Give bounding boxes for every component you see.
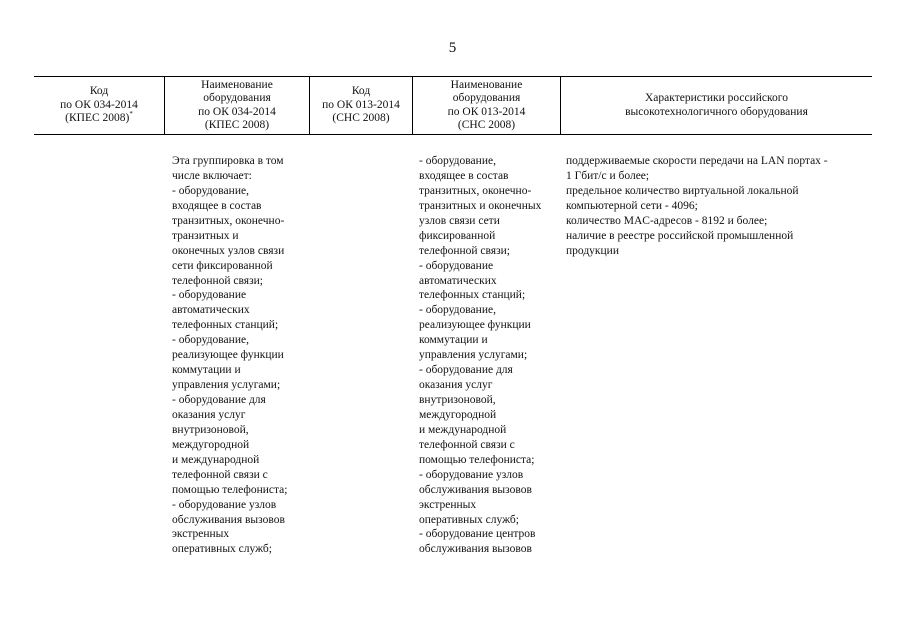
- text-line: входящее в состав: [419, 169, 509, 182]
- text-line: оказания услуг: [172, 408, 246, 421]
- text-line: телефонной связи с: [419, 438, 515, 451]
- text-line: - оборудование для: [172, 394, 266, 406]
- text-line: количество MAC-адресов - 8192 и более;: [566, 214, 768, 227]
- text-line: - оборудование,: [172, 184, 249, 197]
- text-line: наличие в реестре российской промышленной: [566, 229, 794, 242]
- text-line: внутризоновой,: [419, 394, 496, 406]
- text-line: Эта группировка в том: [172, 155, 284, 167]
- text-line: продукции: [566, 244, 619, 257]
- text-line: обслуживания вызовов: [419, 543, 532, 556]
- text-line: обслуживания вызовов: [172, 513, 285, 526]
- text-line: - оборудование узлов: [172, 498, 277, 511]
- text-line: оперативных служб;: [419, 513, 519, 526]
- text-line: транзитных и: [172, 229, 239, 242]
- text-line: телефонных станций;: [419, 289, 526, 302]
- text-line: внутризоновой,: [172, 423, 249, 436]
- text-line: реализующее функции: [172, 349, 284, 362]
- footnote-marker: *: [129, 110, 133, 119]
- text-line: транзитных, оконечно-: [419, 184, 532, 197]
- text-line: оконечных узлов связи: [172, 244, 285, 257]
- text-line: и международной: [172, 453, 260, 466]
- text-line: коммутации и: [419, 334, 488, 347]
- cell-characteristics: [566, 154, 828, 259]
- text-line: - оборудование,: [419, 155, 496, 167]
- text-line: коммутации и: [172, 364, 241, 377]
- cell-name-okof: [419, 154, 541, 557]
- text-line: телефонной связи;: [172, 274, 263, 287]
- text-line: - оборудование,: [419, 304, 496, 317]
- text-line: - оборудование: [419, 259, 494, 272]
- header-name-okof-text: Наименование оборудования по ОК 013-2014 (СНС 2008): [447, 78, 526, 131]
- text-line: компьютерной сети - 4096;: [566, 199, 698, 212]
- text-line: междугородной: [172, 438, 250, 451]
- text-line: узлов связи сети: [419, 214, 500, 227]
- text-line: входящее в состав: [172, 199, 262, 212]
- text-line: телефонной связи;: [419, 244, 510, 257]
- header-code-okof: [310, 77, 412, 134]
- text-line: реализующее функции: [419, 319, 531, 332]
- text-line: экстренных: [419, 498, 477, 511]
- text-line: помощью телефониста;: [419, 453, 535, 466]
- header-code-okpd2: [34, 77, 164, 134]
- text-line: обслуживания вызовов: [419, 483, 532, 496]
- text-line: транзитных, оконечно-: [172, 214, 285, 227]
- text-line: числе включает:: [172, 169, 252, 182]
- header-characteristics-text: Характеристики российского высокотехнологичного оборудования: [625, 92, 808, 118]
- header-name-okof: [413, 77, 560, 134]
- header-characteristics: [561, 77, 872, 134]
- text-line: и международной: [419, 423, 507, 436]
- header-name-okpd2-text: Наименование оборудования по ОК 034-2014 (КПЕС 2008): [198, 78, 276, 131]
- text-line: предельное количество виртуальной локальной: [566, 184, 799, 197]
- text-line: управления услугами;: [419, 349, 528, 362]
- table-header-bottom-border: [34, 134, 872, 135]
- header-code-okof-text: Код по ОК 013-2014 (СНС 2008): [322, 85, 400, 125]
- text-line: - оборудование: [172, 289, 247, 302]
- page-number: 5: [448, 40, 457, 56]
- text-line: транзитных и оконечных: [419, 199, 542, 212]
- text-line: оперативных служб;: [172, 543, 272, 556]
- text-line: автоматических: [172, 304, 250, 317]
- header-code-okpd2-text: Код по ОК 034-2014 (КПЕС 2008): [60, 85, 138, 125]
- text-line: телефонных станций;: [172, 319, 279, 332]
- header-name-okpd2: [165, 77, 309, 134]
- text-line: - оборудование для: [419, 364, 513, 377]
- text-line: оказания услуг: [419, 379, 493, 392]
- text-line: управления услугами;: [172, 379, 281, 392]
- text-line: - оборудование,: [172, 334, 249, 347]
- text-line: помощью телефониста;: [172, 483, 288, 496]
- cell-name-okpd2: [172, 154, 287, 557]
- text-line: 1 Гбит/с и более;: [566, 169, 650, 182]
- text-line: поддерживаемые скорости передачи на LAN портах -: [566, 155, 828, 167]
- text-line: сети фиксированной: [172, 259, 273, 272]
- text-line: - оборудование центров: [419, 528, 536, 541]
- text-line: автоматических: [419, 274, 497, 287]
- text-line: телефонной связи с: [172, 468, 268, 481]
- text-line: фиксированной: [419, 229, 496, 242]
- text-line: - оборудование узлов: [419, 468, 524, 481]
- text-line: экстренных: [172, 528, 230, 541]
- text-line: междугородной: [419, 408, 497, 421]
